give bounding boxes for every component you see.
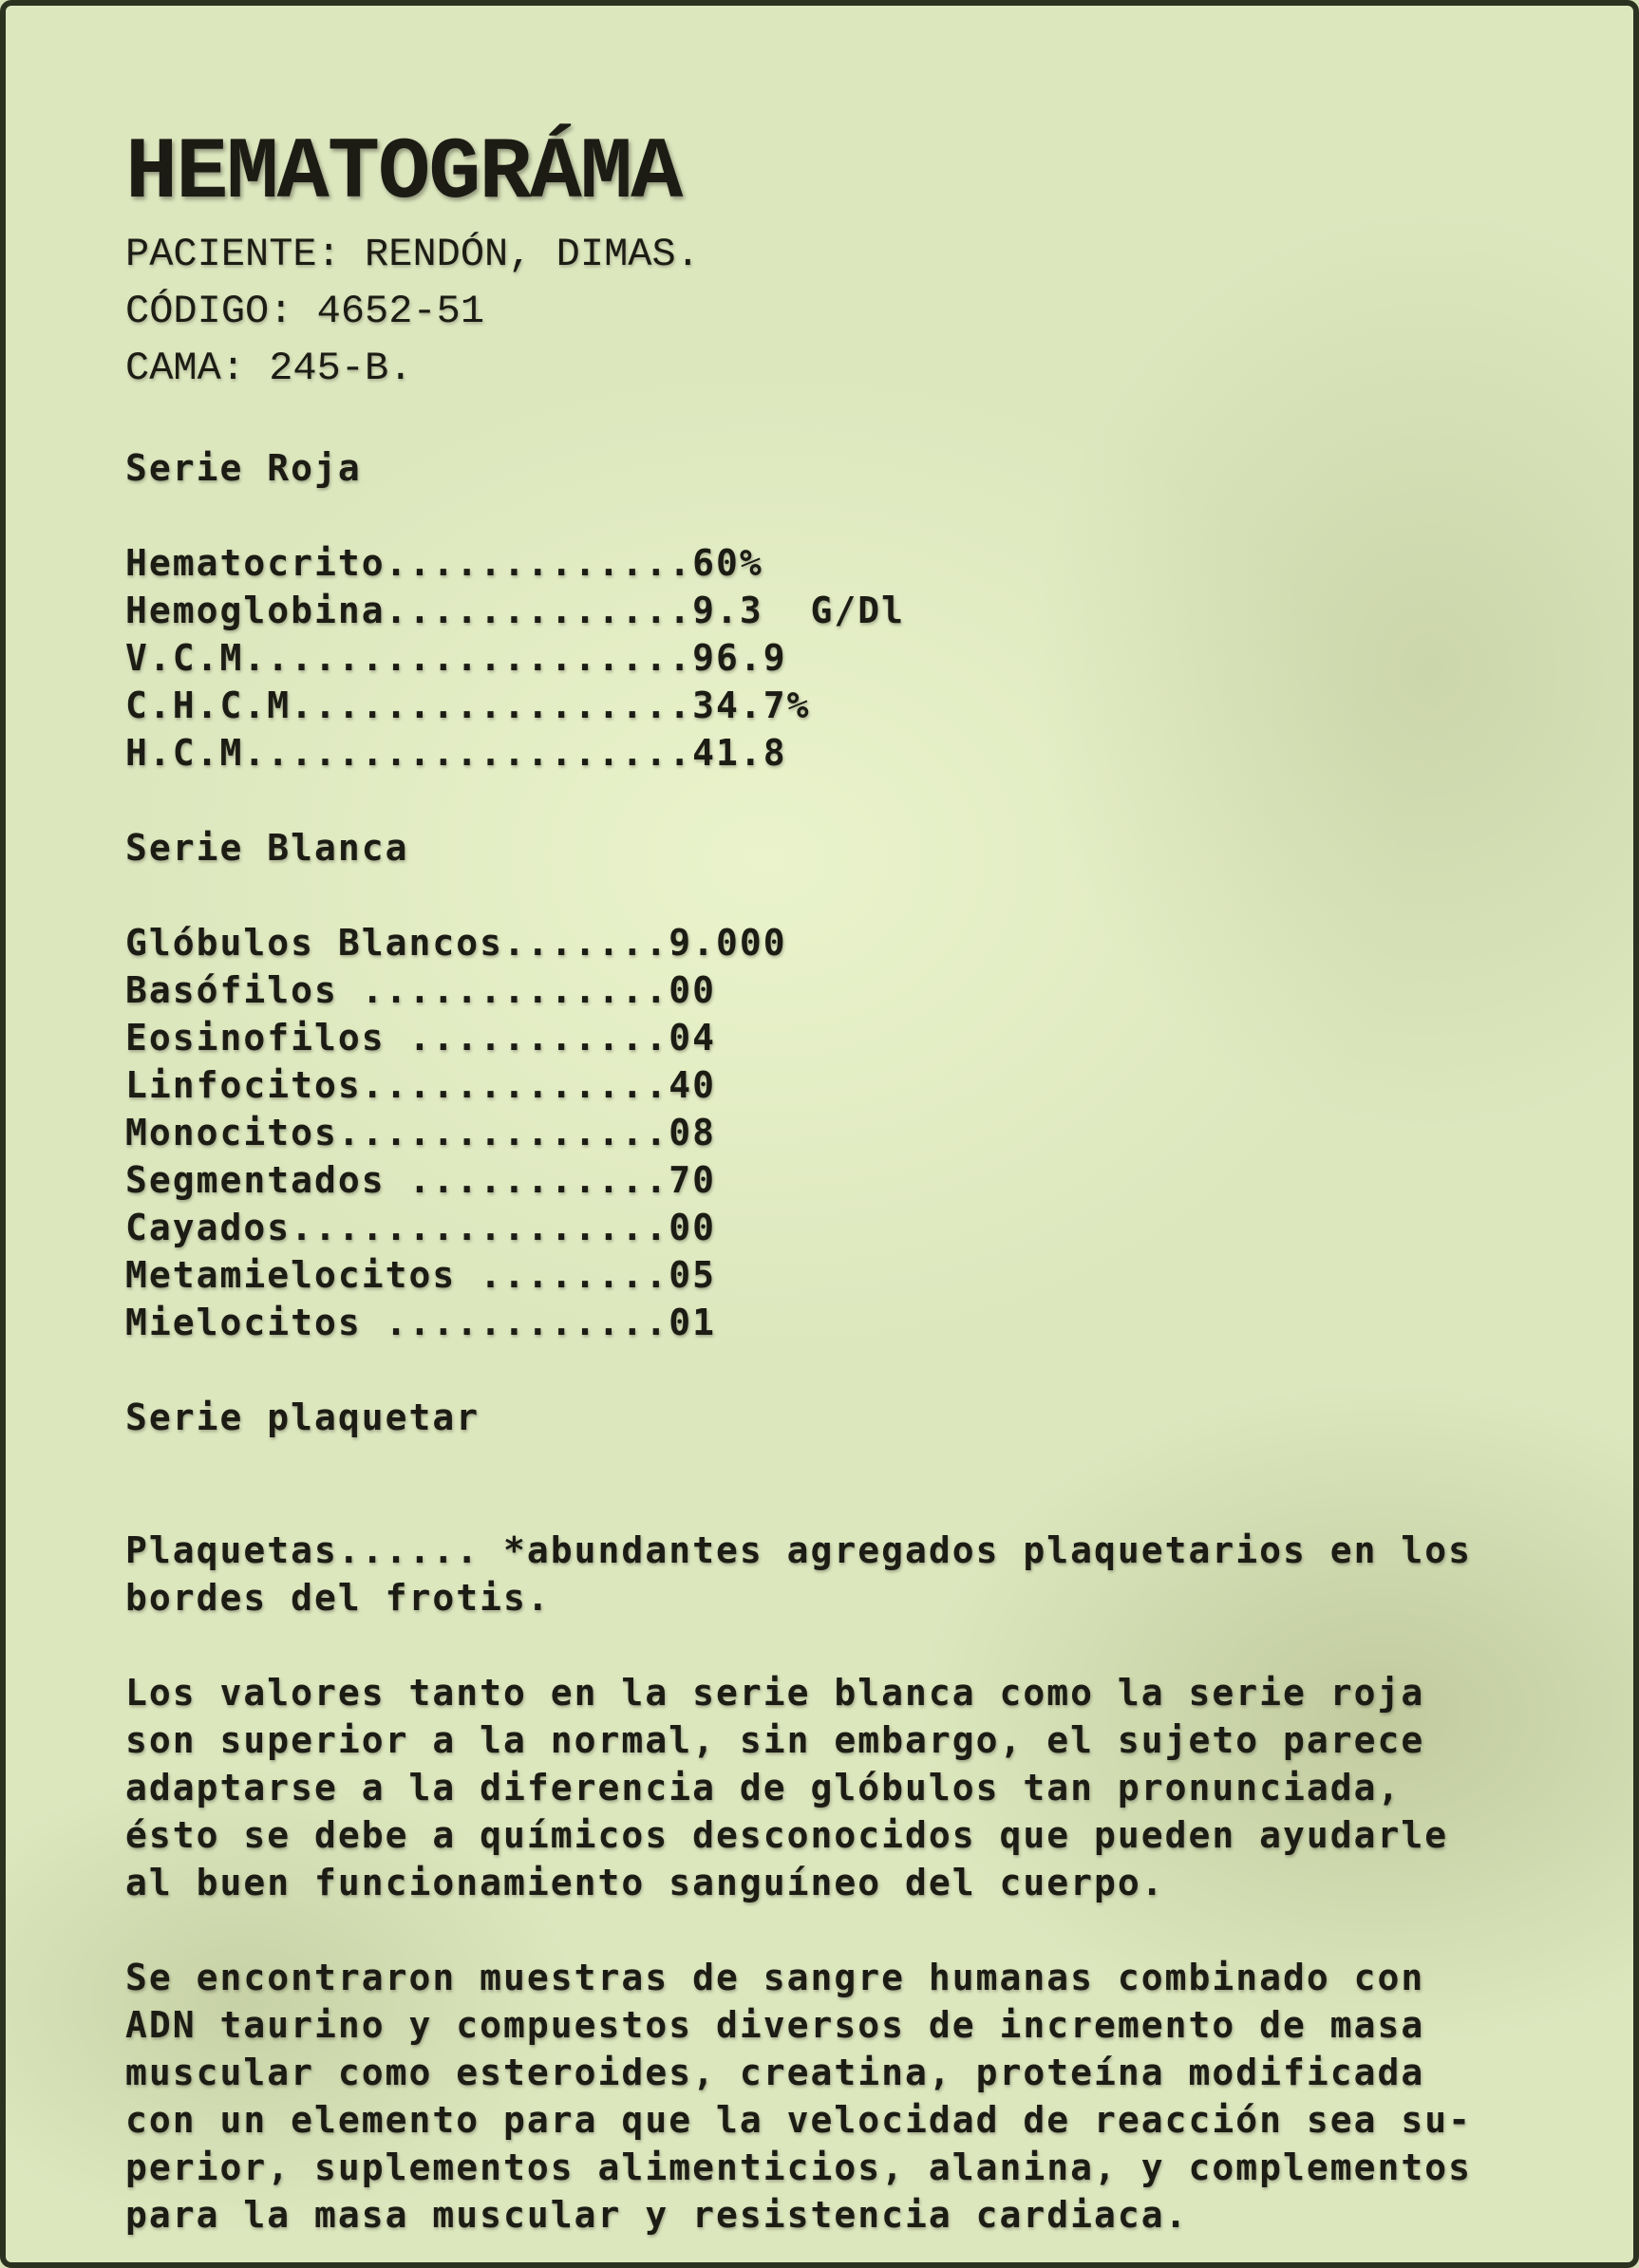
patient-name: PACIENTE: RENDÓN, DIMAS. (125, 232, 700, 277)
paragraph-line: son superior a la normal, sin embargo, el sujeto parece (125, 1719, 1425, 1761)
patient-code: CÓDIGO: 4652-51 (125, 289, 485, 334)
report-content (125, 122, 1569, 2239)
paragraph-line: perior, suplementos alimenticios, alanina, y complementos (125, 2146, 1473, 2188)
paragraph-line: ADN taurino y compuestos diversos de incremento de masa (125, 2004, 1425, 2046)
paragraph-line: Se encontraron muestras de sangre humanas combinado con (125, 1957, 1425, 1998)
paragraph-line: al buen funcionamiento sanguíneo del cuerpo. (125, 1862, 1165, 1903)
paragraph-line: para la masa muscular y resistencia cardiaca. (125, 2194, 1189, 2236)
paragraph-line: muscular como esteroides, creatina, proteína modificada (125, 2052, 1425, 2093)
white-series-row-white-cells: Glóbulos Blancos.......9.000 (125, 922, 787, 964)
white-series-row-myelocytes: Mielocitos ............01 (125, 1302, 716, 1343)
analysis-paragraph (125, 1669, 1569, 1906)
white-series-heading: Serie Blanca (125, 827, 409, 869)
white-series-row-lymphocytes: Linfocitos.............40 (125, 1064, 716, 1106)
findings-paragraph (125, 1954, 1569, 2239)
platelet-line: bordes del frotis. (125, 1577, 551, 1619)
red-series-heading: Serie Roja (125, 447, 362, 489)
white-series-row-bands: Cayados................00 (125, 1207, 716, 1248)
red-series-row-hemoglobin: Hemoglobina.............9.3 G/Dl (125, 590, 905, 631)
red-series-row-hcm: H.C.M...................41.8 (125, 732, 787, 774)
paragraph-line: ésto se debe a químicos desconocidos que pueden ayudarle (125, 1814, 1449, 1856)
paragraph-line: adaptarse a la diferencia de glóbulos tan pronunciada, (125, 1767, 1402, 1809)
red-series-row-hematocrit: Hematocrito.............60% (125, 542, 763, 584)
white-series-row-basophils: Basófilos .............00 (125, 969, 716, 1011)
paragraph-line: con un elemento para que la velocidad de reacción sea su- (125, 2099, 1473, 2141)
white-series-row-segmented: Segmentados ...........70 (125, 1159, 716, 1201)
report-title: HEMATOGRÁMA (125, 123, 682, 223)
white-series-list (125, 919, 1569, 1346)
paragraph-line: Los valores tanto en la serie blanca como la serie roja (125, 1672, 1425, 1714)
platelet-series-text (125, 1527, 1569, 1621)
platelet-line: Plaquetas...... *abundantes agregados plaquetarios en los (125, 1529, 1473, 1571)
platelet-series-heading: Serie plaquetar (125, 1396, 480, 1438)
red-series-list (125, 539, 1569, 777)
white-series-row-monocytes: Monocitos..............08 (125, 1112, 716, 1153)
bed-number: CAMA: 245-B. (125, 346, 413, 391)
red-series-row-vcm: V.C.M...................96.9 (125, 637, 787, 679)
red-series-row-chcm: C.H.C.M.................34.7% (125, 684, 811, 726)
white-series-row-metamyelocytes: Metamielocitos ........05 (125, 1254, 716, 1296)
white-series-row-eosinophils: Eosinofilos ...........04 (125, 1017, 716, 1059)
